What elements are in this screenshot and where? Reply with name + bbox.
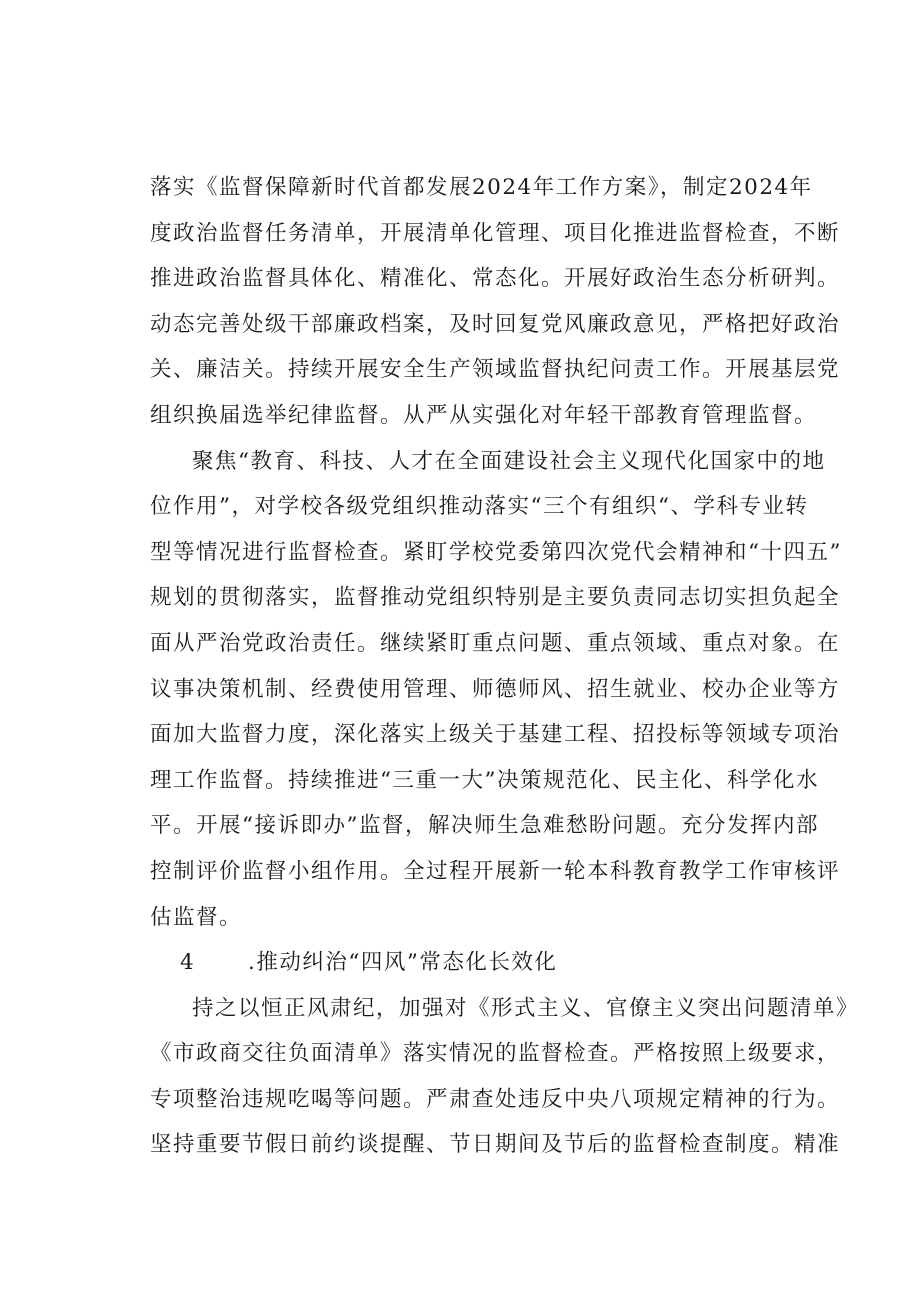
text-line: 持之以恒正风肃纪，加强对《形式主义、官僚主义突出问题清单》 <box>192 995 860 1021</box>
document-body <box>150 165 860 1168</box>
section-title: .推动纠治“四风”常态化长效化 <box>248 950 558 976</box>
section-heading <box>150 940 800 986</box>
paragraph-four-winds <box>150 986 860 1168</box>
text-line: 聚焦“教育、科技、人才在全面建设社会主义现代化国家中的地 <box>192 448 826 474</box>
text-line: 控制评价监督小组作用。全过程开展新一轮本科教育教学工作审核评 <box>150 858 841 884</box>
text-line: 度政治监督任务清单，开展清单化管理、项目化推进监督检查，不断 <box>150 220 841 246</box>
text-line: 组织换届选举纪律监督。从严从实强化对年轻干部教育管理监督。 <box>150 402 818 428</box>
text-line: 规划的贯彻落实，监督推动党组织特别是主要负责同志切实担负起全 <box>150 585 841 611</box>
text-line: 落实《监督保障新时代首都发展2024年工作方案》，制定2024年 <box>150 175 813 200</box>
text-line: 平。开展“接诉即办”监督，解决师生急难愁盼问题。充分发挥内部 <box>150 813 819 839</box>
section-number: 4 <box>180 950 196 976</box>
text-line: 型等情况进行监督检查。紧盯学校党委第四次党代会精神和“十四五” <box>150 539 842 565</box>
text-line: 动态完善处级干部廉政档案，及时回复党风廉政意见，严格把好政治 <box>150 311 841 337</box>
paragraph-focus-education <box>150 439 842 941</box>
text-line: 理工作监督。持续推进“三重一大”决策规范化、民主化、科学化水 <box>150 767 819 793</box>
paragraph-political-supervision <box>150 165 841 439</box>
text-line: 关、廉洁关。持续开展安全生产领域监督执纪问责工作。开展基层党 <box>150 357 841 383</box>
text-line: 面加大监督力度，深化落实上级关于基建工程、招投标等领域专项治 <box>150 722 841 748</box>
text-line: 位作用”，对学校各级党组织推动落实“三个有组织“、学科专业转 <box>150 494 809 520</box>
text-line: 估监督。 <box>150 904 243 930</box>
text-line: 议事决策机制、经费使用管理、师德师风、招生就业、校办企业等方 <box>150 676 841 702</box>
text-line: 推进政治监督具体化、精准化、常态化。开展好政治生态分析研判。 <box>150 266 841 292</box>
text-line: 专项整治违规吃喝等问题。严肃查处违反中央八项规定精神的行为。 <box>150 1086 841 1112</box>
text-line: 面从严治党政治责任。继续紧盯重点问题、重点领域、重点对象。在 <box>150 630 841 656</box>
text-line: 坚持重要节假日前约谈提醒、节日期间及节后的监督检查制度。精准 <box>150 1132 841 1158</box>
text-line: 《市政商交往负面清单》落实情况的监督检查。严格按照上级要求， <box>150 1041 841 1067</box>
